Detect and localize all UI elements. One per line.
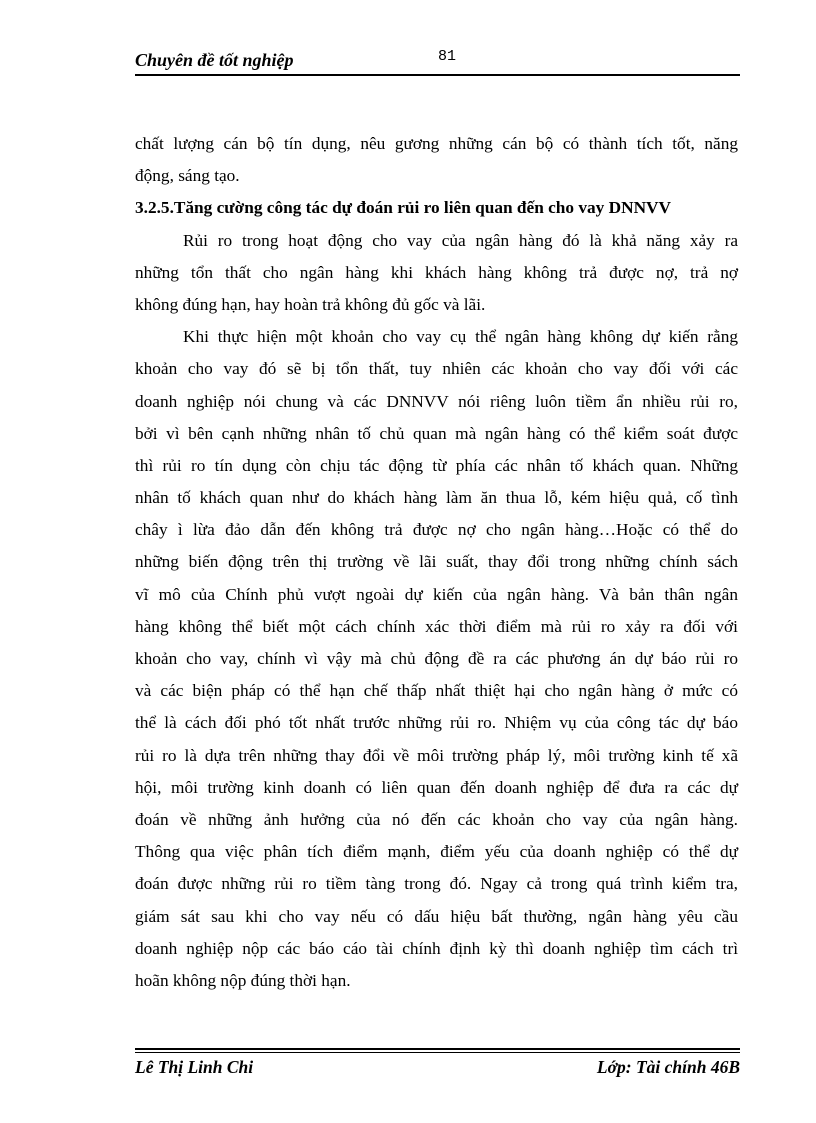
text-line: rủi ro là dựa trên những thay đổi về môi trường pháp lý, môi trường kinh tế xã [135, 745, 738, 765]
text-line: Thông qua việc phân tích điểm mạnh, điểm yếu của doanh nghiệp có thể dự [135, 842, 738, 862]
text-line: những tổn thất cho ngân hàng khi khách hàng không trả được nợ, trả nợ [135, 262, 738, 282]
footer-rule [135, 1048, 740, 1050]
text-line: thì rủi ro tín dụng còn chịu tác động từ phía các nhân tố khách quan. Những [135, 455, 738, 475]
text-line: động, sáng tạo. [135, 166, 240, 186]
document-title: Chuyên đề tốt nghiệp [135, 50, 294, 70]
text-line: khoản cho vay đó sẽ bị tổn thất, tuy nhiên các khoản cho vay đối với các [135, 359, 738, 379]
text-line: chây ì lừa đảo dẫn đến không trả được nợ cho ngân hàng…Hoặc có thể do [135, 520, 738, 540]
section-heading: 3.2.5.Tăng cường công tác dự đoán rủi ro liên quan đến cho vay DNNVV [135, 198, 672, 218]
text-line: Khi thực hiện một khoản cho vay cụ thể ngân hàng không dự kiến rằng [183, 327, 738, 347]
text-line: nhân tố khách quan như do khách hàng làm ăn thua lỗ, kém hiệu quả, cố tình [135, 488, 738, 508]
text-line: bởi vì bên cạnh những nhân tố chủ quan mà ngân hàng có thể kiểm soát được [135, 423, 738, 443]
text-line: đoán về những ảnh hưởng của nó đến các khoản cho vay của ngân hàng. [135, 809, 738, 829]
text-line: vĩ mô của Chính phủ vượt ngoài dự kiến của ngân hàng. Và bản thân ngân [135, 584, 738, 604]
text-line: khoản cho vay, chính vì vậy mà chủ động đề ra các phương án dự báo rủi ro [135, 649, 738, 668]
text-line: đoán được những rủi ro tiềm tàng trong đó. Ngay cả trong quá trình kiểm tra, [135, 874, 738, 894]
text-line: giám sát sau khi cho vay nếu có dấu hiệu bất thường, ngân hàng yêu cầu [135, 906, 738, 926]
text-line: thể là cách đối phó tốt nhất trước những rủi ro. Nhiệm vụ của công tác dự báo [135, 713, 738, 733]
text-line: chất lượng cán bộ tín dụng, nêu gương những cán bộ có thành tích tốt, năng [135, 134, 738, 153]
text-line: hội, môi trường kinh doanh có liên quan đến doanh nghiệp để đưa ra các dự [135, 777, 738, 797]
text-line: Rủi ro trong hoạt động cho vay của ngân hàng đó là khả năng xảy ra [183, 230, 738, 250]
text-line: không đúng hạn, hay hoàn trả không đủ gốc và lãi. [135, 294, 486, 314]
class-label: Lớp: Tài chính 46B [596, 1057, 740, 1077]
text-line: hàng không thể biết một cách chính xác thời điểm mà rủi ro xảy ra đối với [135, 616, 738, 636]
page-footer [135, 1048, 740, 1083]
footer-rule [135, 1052, 740, 1053]
footer-row [135, 1057, 740, 1083]
text-line: doanh nghiệp nói chung và các DNNVV nói riêng luôn tiềm ẩn nhiều rủi ro, [135, 391, 738, 411]
body-text [135, 128, 738, 997]
author-name: Lê Thị Linh Chi [135, 1057, 254, 1077]
page-number: 81 [438, 48, 457, 65]
page-header [135, 48, 740, 76]
text-line: doanh nghiệp nộp các báo cáo tài chính định kỳ thì doanh nghiệp tìm cách trì [135, 938, 738, 958]
text-line: hoãn không nộp đúng thời hạn. [135, 970, 351, 990]
text-line: và các biện pháp có thể hạn chế thấp nhất thiệt hại cho ngân hàng ở mức có [135, 681, 738, 701]
text-line: những biến động trên thị trường về lãi suất, thay đổi trong những chính sách [135, 552, 738, 572]
